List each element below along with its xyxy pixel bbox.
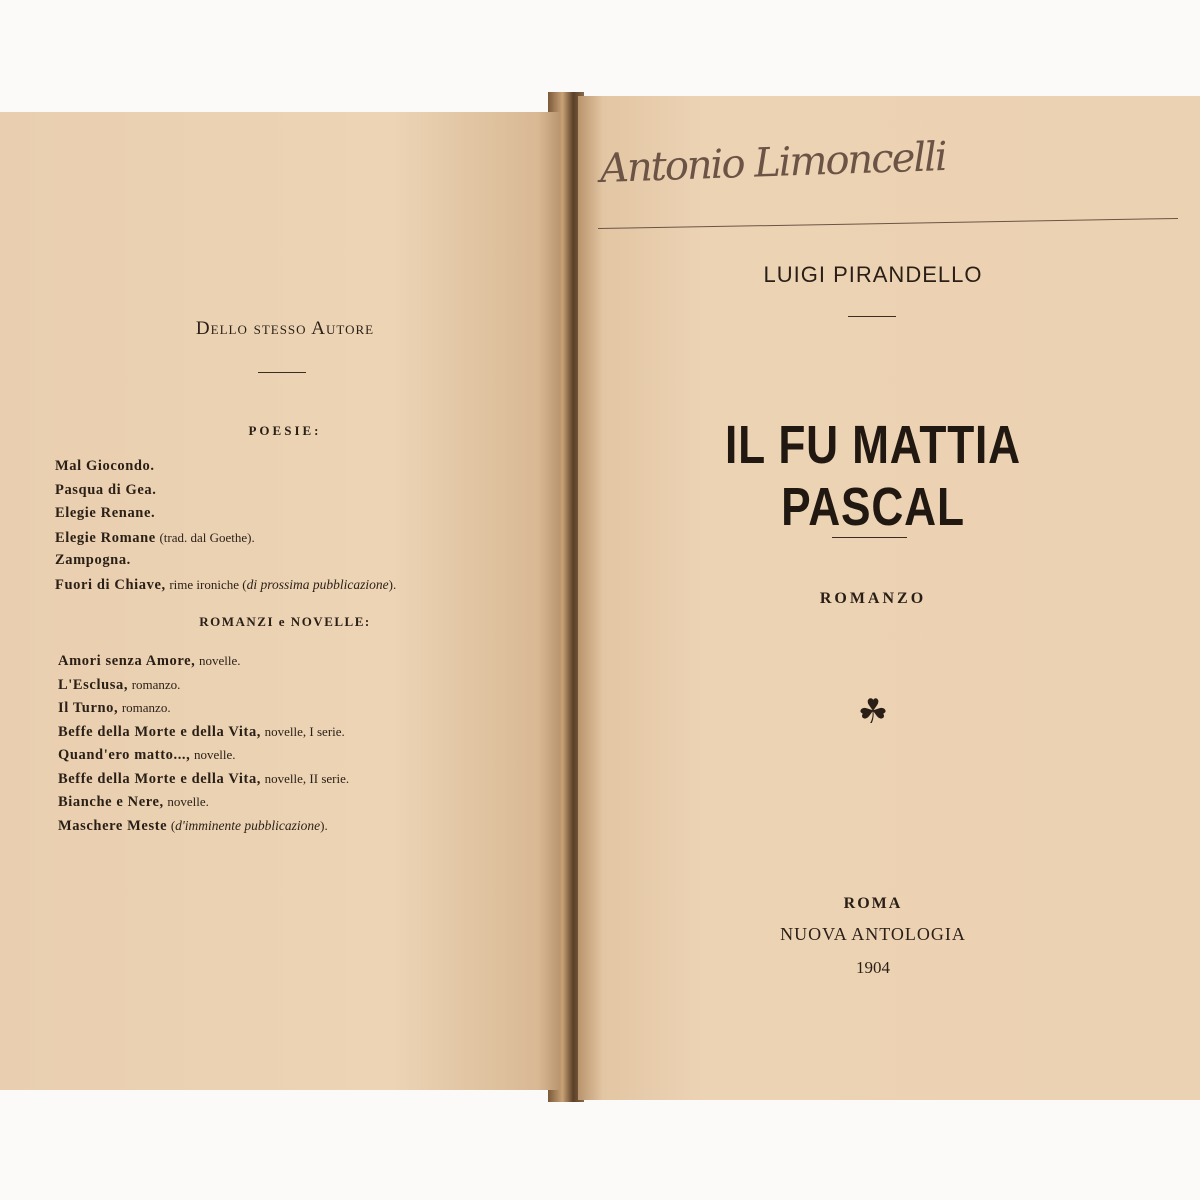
item-title: Elegie Romane bbox=[55, 529, 156, 546]
item-title: Il Turno, bbox=[58, 700, 119, 716]
item-note: novelle. bbox=[194, 747, 236, 762]
divider bbox=[832, 537, 907, 538]
author-name: LUIGI PIRANDELLO bbox=[763, 262, 983, 287]
item-title: Quand'ero matto..., bbox=[58, 747, 191, 763]
list-item bbox=[58, 790, 349, 814]
item-note: rime ironiche ( bbox=[169, 576, 247, 592]
publisher: NUOVA ANTOLOGIA bbox=[780, 924, 966, 944]
poetry-list bbox=[55, 455, 396, 596]
item-title: L'Esclusa, bbox=[58, 676, 129, 693]
item-title: Elegie Renane. bbox=[55, 505, 156, 521]
item-title: Bianche e Nere, bbox=[58, 794, 164, 810]
item-italic: di prossima pubblicazione bbox=[246, 576, 389, 592]
list-item bbox=[58, 720, 349, 744]
list-item bbox=[55, 455, 396, 479]
item-end: ). bbox=[388, 576, 397, 592]
list-item bbox=[58, 743, 349, 767]
list-item bbox=[55, 479, 396, 503]
item-title: Amori senza Amore, bbox=[58, 653, 196, 669]
item-note: ( bbox=[170, 817, 176, 833]
handwritten-signature: Antonio Limoncelli bbox=[599, 133, 947, 193]
list-item bbox=[55, 502, 396, 526]
item-title: Maschere Meste bbox=[58, 817, 168, 834]
item-title: Beffe della Morte e della Vita, bbox=[58, 723, 262, 740]
section-title-poesie: POESIE: bbox=[248, 423, 322, 438]
item-title: Beffe della Morte e della Vita, bbox=[58, 770, 262, 787]
publication-city: ROMA bbox=[843, 895, 903, 912]
divider bbox=[258, 372, 306, 373]
book-genre: ROMANZO bbox=[819, 590, 927, 607]
list-item bbox=[58, 673, 349, 697]
list-item bbox=[55, 573, 396, 597]
novels-list bbox=[58, 649, 349, 837]
list-item bbox=[55, 549, 396, 573]
clover-icon: ☘ bbox=[857, 694, 889, 731]
book-title: IL FU MATTIA PASCAL bbox=[725, 415, 1021, 537]
item-note: romanzo. bbox=[121, 700, 171, 715]
item-title: Mal Giocondo. bbox=[55, 458, 155, 474]
left-page bbox=[0, 112, 560, 1090]
item-title: Zampogna. bbox=[55, 552, 131, 568]
item-italic: d'imminente pubblicazione bbox=[175, 817, 321, 833]
list-item bbox=[58, 696, 349, 720]
item-note: novelle. bbox=[199, 653, 241, 668]
publication-year: 1904 bbox=[856, 958, 890, 977]
list-item bbox=[58, 767, 349, 791]
item-note: romanzo. bbox=[131, 676, 181, 692]
item-end: ). bbox=[320, 817, 328, 833]
item-note: novelle, I serie. bbox=[264, 723, 345, 739]
item-note: (trad. dal Goethe). bbox=[159, 529, 255, 545]
item-title: Pasqua di Gea. bbox=[55, 481, 157, 498]
list-item bbox=[58, 814, 349, 838]
item-note: novelle, II serie. bbox=[264, 770, 350, 786]
item-title: Fuori di Chiave, bbox=[55, 576, 166, 593]
list-item bbox=[58, 649, 349, 673]
list-item bbox=[55, 526, 396, 550]
section-title-romanzi: ROMANZI e NOVELLE: bbox=[199, 614, 371, 629]
divider bbox=[848, 316, 896, 317]
left-page-heading: Dello stesso Autore bbox=[195, 318, 375, 339]
item-note: novelle. bbox=[167, 794, 209, 809]
